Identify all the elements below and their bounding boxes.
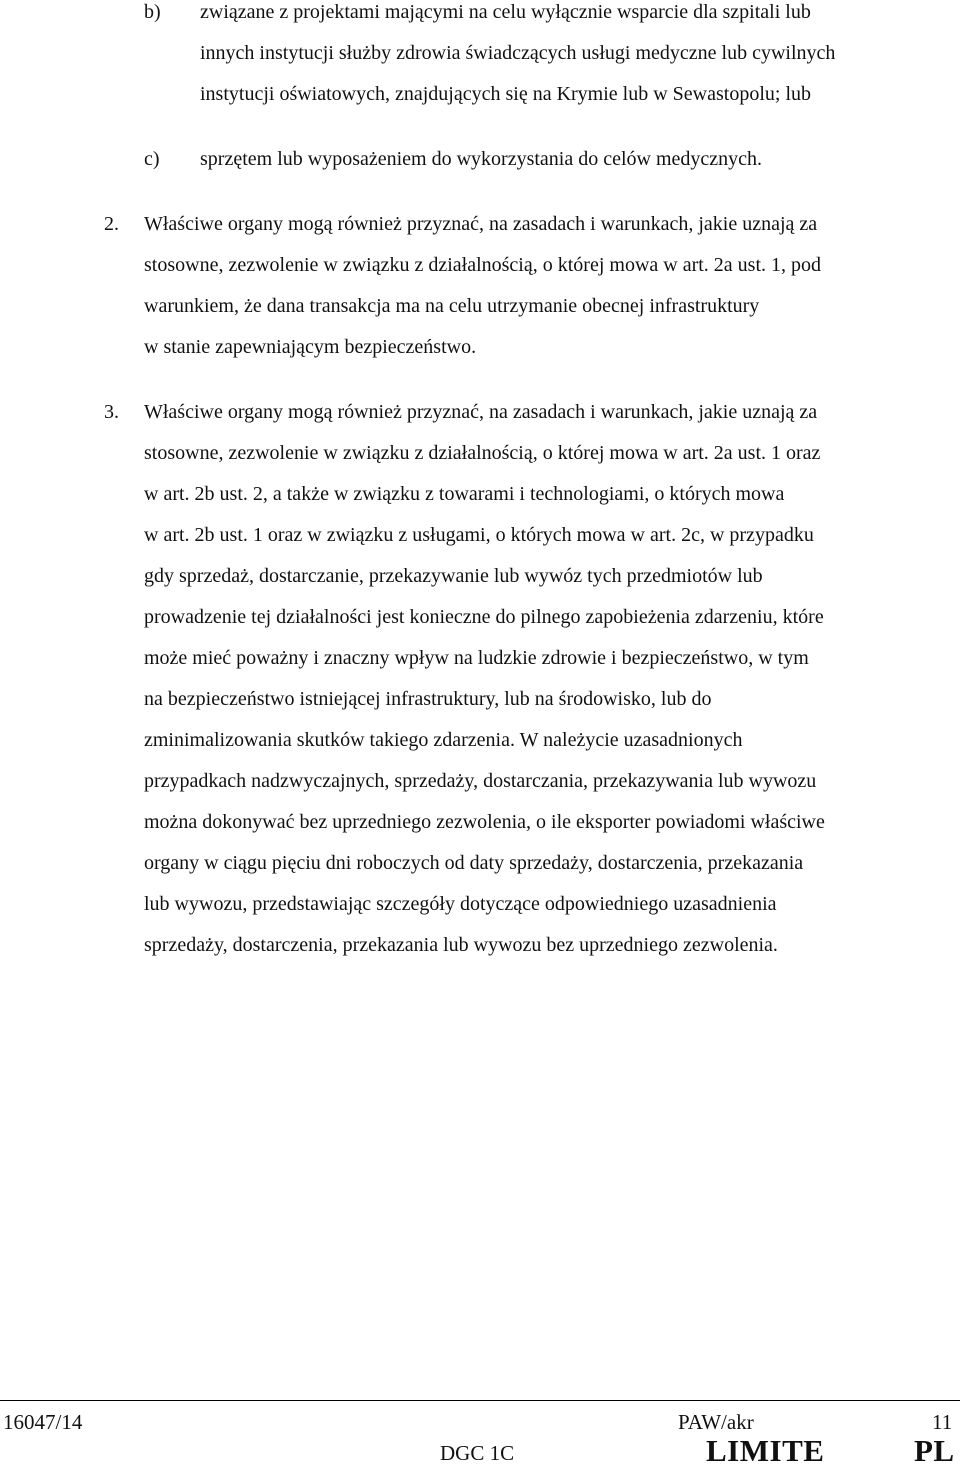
text-line: stosowne, zezwolenie w związku z działalnością, o której mowa w art. 2a ust. 1, pod (144, 254, 822, 276)
list-marker-c: c) (144, 148, 160, 170)
list-marker-b: b) (144, 1, 161, 23)
text-line: Właściwe organy mogą również przyznać, na zasadach i warunkach, jakie uznają za (144, 213, 818, 235)
text-line: prowadzenie tej działalności jest konieczne do pilnego zapobieżenia zdarzeniu, które (144, 606, 824, 628)
text-line: można dokonywać bez uprzedniego zezwolenia, o ile eksporter powiadomi właściwe (144, 811, 825, 833)
text-line: zminimalizowania skutków takiego zdarzenia. W należycie uzasadnionych (144, 729, 743, 751)
footer-initials: PAW/akr (678, 1410, 754, 1434)
text-line: może mieć poważny i znaczny wpływ na ludzkie zdrowie i bezpieczeństwo, w tym (144, 647, 809, 669)
text-line: sprzętem lub wyposażeniem do wykorzystania do celów medycznych. (200, 148, 763, 170)
text-line: organy w ciągu pięciu dni roboczych od daty sprzedaży, dostarczenia, przekazania (144, 852, 804, 874)
text-line: Właściwe organy mogą również przyznać, na zasadach i warunkach, jakie uznają za (144, 401, 818, 423)
text-line: przypadkach nadzwyczajnych, sprzedaży, dostarczania, przekazywania lub wywozu (144, 770, 817, 792)
text-line: warunkiem, że dana transakcja ma na celu utrzymanie obecnej infrastruktury (144, 295, 760, 317)
text-line: związane z projektami mającymi na celu wyłącznie wsparcie dla szpitali lub (200, 1, 811, 23)
text-line: sprzedaży, dostarczenia, przekazania lub wywozu bez uprzedniego zezwolenia. (144, 934, 778, 956)
footer-classification: LIMITE (706, 1433, 825, 1468)
footer-divider (0, 1400, 960, 1401)
footer-page-number: 11 (932, 1410, 953, 1434)
footer-doc-number: 16047/14 (3, 1410, 83, 1434)
text-line: instytucji oświatowych, znajdujących się na Krymie lub w Sewastopolu; lub (200, 83, 811, 105)
footer-dgc: DGC 1C (440, 1441, 515, 1465)
paragraph-number-2: 2. (104, 213, 119, 235)
text-line: na bezpieczeństwo istniejącej infrastruktury, lub na środowisko, lub do (144, 688, 712, 710)
text-line: stosowne, zezwolenie w związku z działalnością, o której mowa w art. 2a ust. 1 oraz (144, 442, 821, 464)
footer-language: PL (914, 1433, 955, 1468)
text-line: w art. 2b ust. 1 oraz w związku z usługami, o których mowa w art. 2c, w przypadku (144, 524, 814, 546)
text-line: w art. 2b ust. 2, a także w związku z towarami i technologiami, o których mowa (144, 483, 785, 505)
text-line: gdy sprzedaż, dostarczanie, przekazywanie lub wywóz tych przedmiotów lub (144, 565, 763, 587)
text-line: w stanie zapewniającym bezpieczeństwo. (144, 336, 477, 358)
paragraph-number-3: 3. (104, 401, 119, 423)
text-line: innych instytucji służby zdrowia świadczących usługi medyczne lub cywilnych (200, 42, 836, 64)
text-line: lub wywozu, przedstawiając szczegóły dotyczące odpowiedniego uzasadnienia (144, 893, 777, 915)
